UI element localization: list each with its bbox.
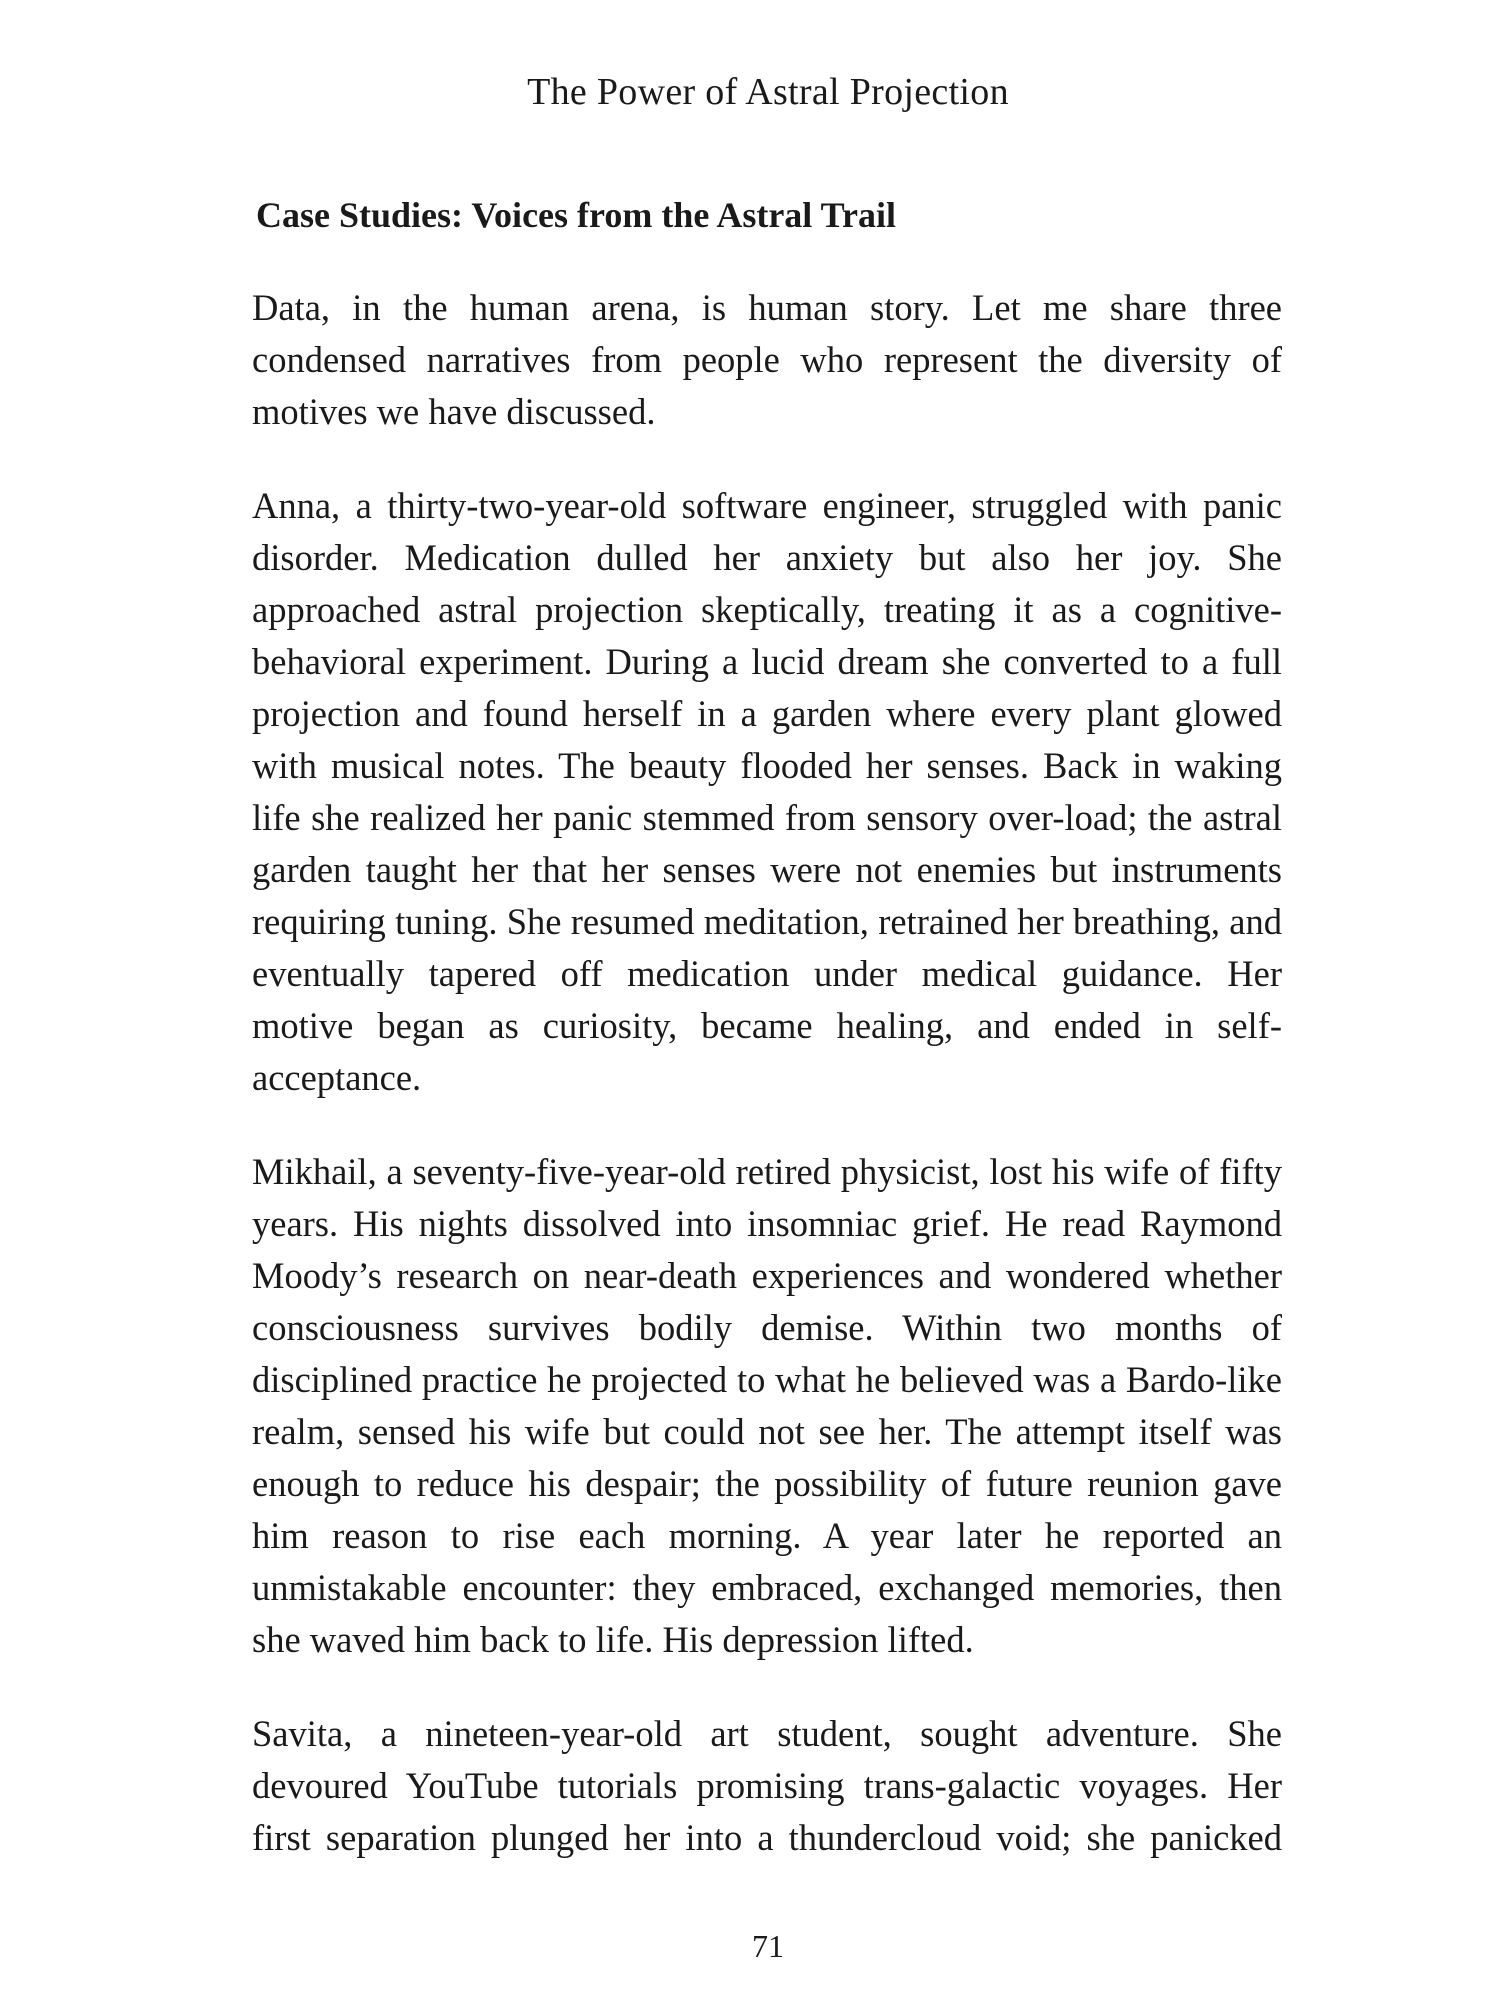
- paragraph-intro: Data, in the human arena, is human story. Let me share three condensed narratives from people who represent the diversity of motives we have discussed.: [252, 287, 1282, 432]
- running-header: The Power of Astral Projection: [527, 71, 1009, 113]
- section-heading: Case Studies: Voices from the Astral Trail: [256, 195, 896, 235]
- page-number: 71: [752, 1928, 784, 1964]
- paragraph-anna: Anna, a thirty-two-year-old software engineer, struggled with panic disorder. Medication dulled her anxiety but also her joy. She approached astral projection skeptically, treating it as a cognitive-behavioral experiment. During a lucid dream she converted to a full projection and found herself in a garden where every plant glowed with musical notes. The beauty flooded her senses. Back in waking life she realized her panic stemmed from sensory over-load; the astral garden taught her that her senses were not enemies but instruments requiring tuning. She resumed meditation, retrained her breathing, and eventually tapered off medication under medical guidance. Her motive began as curiosity, became healing, and ended in self-acceptance.: [252, 485, 1282, 1098]
- page-body: [252, 190, 1282, 1906]
- paragraph-mikhail: Mikhail, a seventy-five-year-old retired physicist, lost his wife of fifty years. His nights dissolved into insomniac grief. He read Raymond Moody’s research on near-death experiences and wondered whether consciousness survives bodily demise. Within two months of disciplined practice he projected to what he believed was a Bardo-like realm, sensed his wife but could not see her. The attempt itself was enough to reduce his despair; the possibility of future reunion gave him reason to rise each morning. A year later he reported an unmistakable encounter: they embraced, exchanged memories, then she waved him back to life. His depression lifted.: [252, 1151, 1282, 1660]
- paragraph-savita: Savita, a nineteen-year-old art student, sought adventure. She devoured YouTube tutorials promising trans-galactic voyages. Her first separation plunged her into a thundercloud void; she panicked: [252, 1713, 1282, 1858]
